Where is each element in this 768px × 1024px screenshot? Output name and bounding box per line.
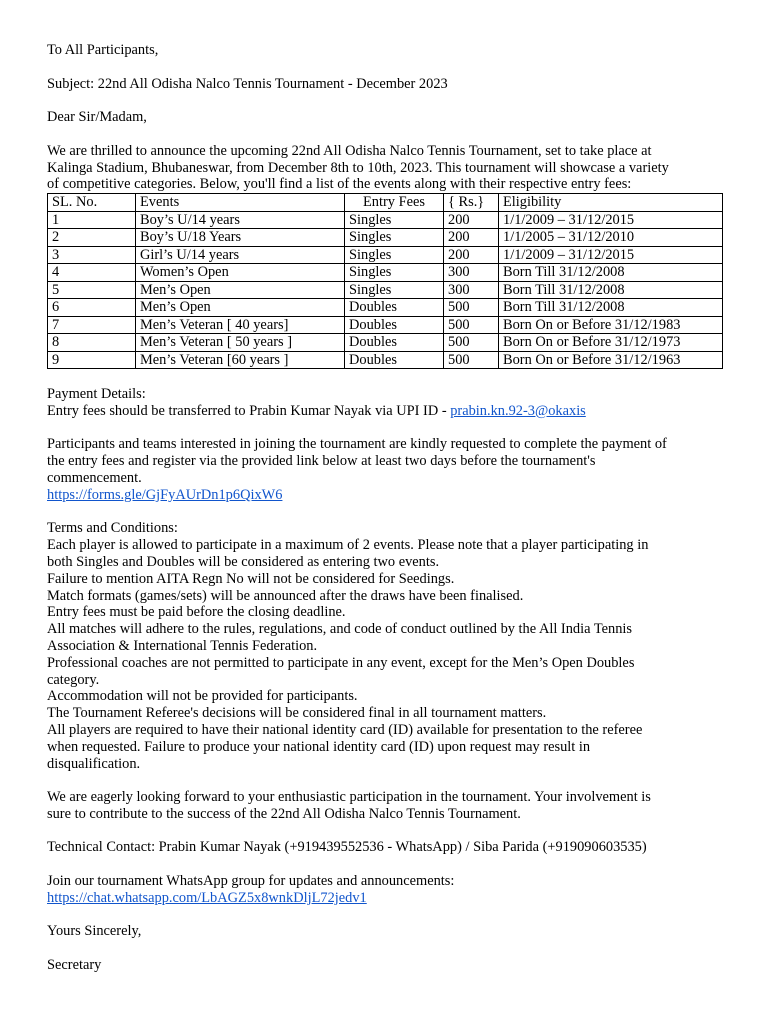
registration-line: the entry fees and register via the provided link below at least two days before the tournament's bbox=[47, 453, 596, 470]
cell-entry-type: Doubles bbox=[345, 299, 444, 317]
intro-line: Kalinga Stadium, Bhubaneswar, from December 8th to 10th, 2023. This tournament will showcase a variety bbox=[47, 159, 669, 176]
cell-entry-type: Doubles bbox=[345, 316, 444, 334]
subject-line: Subject: 22nd All Odisha Nalco Tennis Tournament - December 2023 bbox=[47, 75, 448, 92]
cell-fee: 200 bbox=[444, 246, 499, 264]
terms-line: The Tournament Referee's decisions will be considered final in all tournament matters. bbox=[47, 705, 547, 722]
table-row bbox=[48, 316, 723, 334]
cell-eligibility: Born On or Before 31/12/1983 bbox=[499, 316, 723, 334]
registration-line: Participants and teams interested in joining the tournament are kindly requested to complete the payment of bbox=[47, 436, 667, 453]
payment-details bbox=[47, 403, 723, 420]
header-sl-no: SL. No. bbox=[48, 194, 136, 212]
table-row bbox=[48, 299, 723, 317]
table-row bbox=[48, 351, 723, 369]
registration-line: commencement. bbox=[47, 469, 142, 486]
terms-line: both Singles and Doubles will be considered as entering two events. bbox=[47, 553, 440, 570]
registration-paragraph bbox=[47, 436, 723, 503]
cell-eligibility: Born Till 31/12/2008 bbox=[499, 281, 723, 299]
cell-sl-no: 2 bbox=[48, 229, 136, 247]
whatsapp-group-link[interactable]: https://chat.whatsapp.com/LbAGZ5x8wnkDljL72jedv1 bbox=[47, 889, 367, 906]
terms-line: Each player is allowed to participate in a maximum of 2 events. Please note that a player participating in bbox=[47, 537, 649, 554]
registration-form-link[interactable]: https://forms.gle/GjFyAUrDn1p6QixW6 bbox=[47, 486, 283, 503]
cell-entry-type: Doubles bbox=[345, 334, 444, 352]
closing-line: sure to contribute to the success of the 22nd All Odisha Nalco Tennis Tournament. bbox=[47, 805, 521, 822]
signoff: Yours Sincerely, bbox=[47, 923, 142, 940]
cell-eligibility: Born Till 31/12/2008 bbox=[499, 264, 723, 282]
intro-line: We are thrilled to announce the upcoming 22nd All Odisha Nalco Tennis Tournament, set to take place at bbox=[47, 142, 652, 159]
closing-line: We are eagerly looking forward to your enthusiastic participation in the tournament. Your involvement is bbox=[47, 789, 651, 806]
cell-fee: 500 bbox=[444, 299, 499, 317]
header-entry-fees: Entry Fees bbox=[345, 194, 444, 212]
terms-line: All matches will adhere to the rules, regulations, and code of conduct outlined by the All India Tennis bbox=[47, 621, 632, 638]
terms-line: Association & International Tennis Federation. bbox=[47, 637, 318, 654]
cell-eligibility: 1/1/2009 – 31/12/2015 bbox=[499, 246, 723, 264]
cell-entry-type: Doubles bbox=[345, 351, 444, 369]
table-row bbox=[48, 334, 723, 352]
cell-event: Boy’s U/14 years bbox=[136, 211, 345, 229]
terms-line: Entry fees must be paid before the closing deadline. bbox=[47, 604, 346, 621]
letter-page bbox=[47, 42, 723, 974]
cell-event: Men’s Open bbox=[136, 281, 345, 299]
terms-line: Failure to mention AITA Regn No will not be considered for Seedings. bbox=[47, 570, 455, 587]
signature: Secretary bbox=[47, 957, 102, 974]
cell-entry-type: Singles bbox=[345, 229, 444, 247]
cell-sl-no: 8 bbox=[48, 334, 136, 352]
cell-event: Girl’s U/14 years bbox=[136, 246, 345, 264]
salutation: Dear Sir/Madam, bbox=[47, 109, 147, 126]
cell-eligibility: 1/1/2009 – 31/12/2015 bbox=[499, 211, 723, 229]
table-row bbox=[48, 246, 723, 264]
table-row bbox=[48, 281, 723, 299]
terms-line: disqualification. bbox=[47, 755, 141, 772]
cell-entry-type: Singles bbox=[345, 211, 444, 229]
cell-event: Women’s Open bbox=[136, 264, 345, 282]
table-row bbox=[48, 229, 723, 247]
technical-contact: Technical Contact: Prabin Kumar Nayak (+919439552536 - WhatsApp) / Siba Parida (+919090603535) bbox=[47, 839, 647, 856]
cell-fee: 300 bbox=[444, 281, 499, 299]
cell-eligibility: 1/1/2005 – 31/12/2010 bbox=[499, 229, 723, 247]
cell-event: Men’s Veteran [60 years ] bbox=[136, 351, 345, 369]
intro-line: of competitive categories. Below, you'll find a list of the events along with their respective entry fees: bbox=[47, 176, 632, 193]
closing-paragraph bbox=[47, 789, 723, 823]
cell-sl-no: 1 bbox=[48, 211, 136, 229]
cell-fee: 200 bbox=[444, 211, 499, 229]
header-events: Events bbox=[136, 194, 345, 212]
cell-entry-type: Singles bbox=[345, 246, 444, 264]
greeting: To All Participants, bbox=[47, 42, 159, 58]
whatsapp-text: Join our tournament WhatsApp group for updates and announcements: bbox=[47, 873, 455, 890]
cell-eligibility: Born On or Before 31/12/1963 bbox=[499, 351, 723, 369]
upi-id-link[interactable]: prabin.kn.92-3@okaxis bbox=[450, 402, 586, 419]
payment-heading: Payment Details: bbox=[47, 385, 146, 402]
cell-fee: 500 bbox=[444, 316, 499, 334]
cell-fee: 300 bbox=[444, 264, 499, 282]
terms-line: All players are required to have their national identity card (ID) available for presentation to the referee bbox=[47, 721, 643, 738]
events-table bbox=[47, 193, 723, 369]
cell-event: Boy’s U/18 Years bbox=[136, 229, 345, 247]
cell-sl-no: 5 bbox=[48, 281, 136, 299]
terms-list bbox=[47, 537, 723, 772]
cell-eligibility: Born Till 31/12/2008 bbox=[499, 299, 723, 317]
terms-line: Professional coaches are not permitted to participate in any event, except for the Men’s Open Doubles bbox=[47, 654, 635, 671]
cell-sl-no: 6 bbox=[48, 299, 136, 317]
table-row bbox=[48, 211, 723, 229]
cell-entry-type: Singles bbox=[345, 281, 444, 299]
header-rs: { Rs.} bbox=[444, 194, 499, 212]
cell-fee: 200 bbox=[444, 229, 499, 247]
table-row bbox=[48, 264, 723, 282]
table-header-row bbox=[48, 194, 723, 212]
cell-fee: 500 bbox=[444, 351, 499, 369]
cell-fee: 500 bbox=[444, 334, 499, 352]
cell-sl-no: 9 bbox=[48, 351, 136, 369]
payment-text: Entry fees should be transferred to Prabin Kumar Nayak via UPI ID - bbox=[47, 402, 451, 419]
cell-sl-no: 3 bbox=[48, 246, 136, 264]
terms-line: Match formats (games/sets) will be announced after the draws have been finalised. bbox=[47, 587, 524, 604]
terms-heading: Terms and Conditions: bbox=[47, 520, 178, 537]
cell-sl-no: 4 bbox=[48, 264, 136, 282]
intro-paragraph bbox=[47, 143, 723, 193]
cell-sl-no: 7 bbox=[48, 316, 136, 334]
cell-event: Men’s Veteran [ 50 years ] bbox=[136, 334, 345, 352]
terms-line: when requested. Failure to produce your national identity card (ID) upon request may result in bbox=[47, 738, 591, 755]
cell-entry-type: Singles bbox=[345, 264, 444, 282]
cell-event: Men’s Veteran [ 40 years] bbox=[136, 316, 345, 334]
terms-line: Accommodation will not be provided for participants. bbox=[47, 688, 358, 705]
terms-line: category. bbox=[47, 671, 100, 688]
header-eligibility: Eligibility bbox=[499, 194, 723, 212]
cell-eligibility: Born On or Before 31/12/1973 bbox=[499, 334, 723, 352]
cell-event: Men’s Open bbox=[136, 299, 345, 317]
